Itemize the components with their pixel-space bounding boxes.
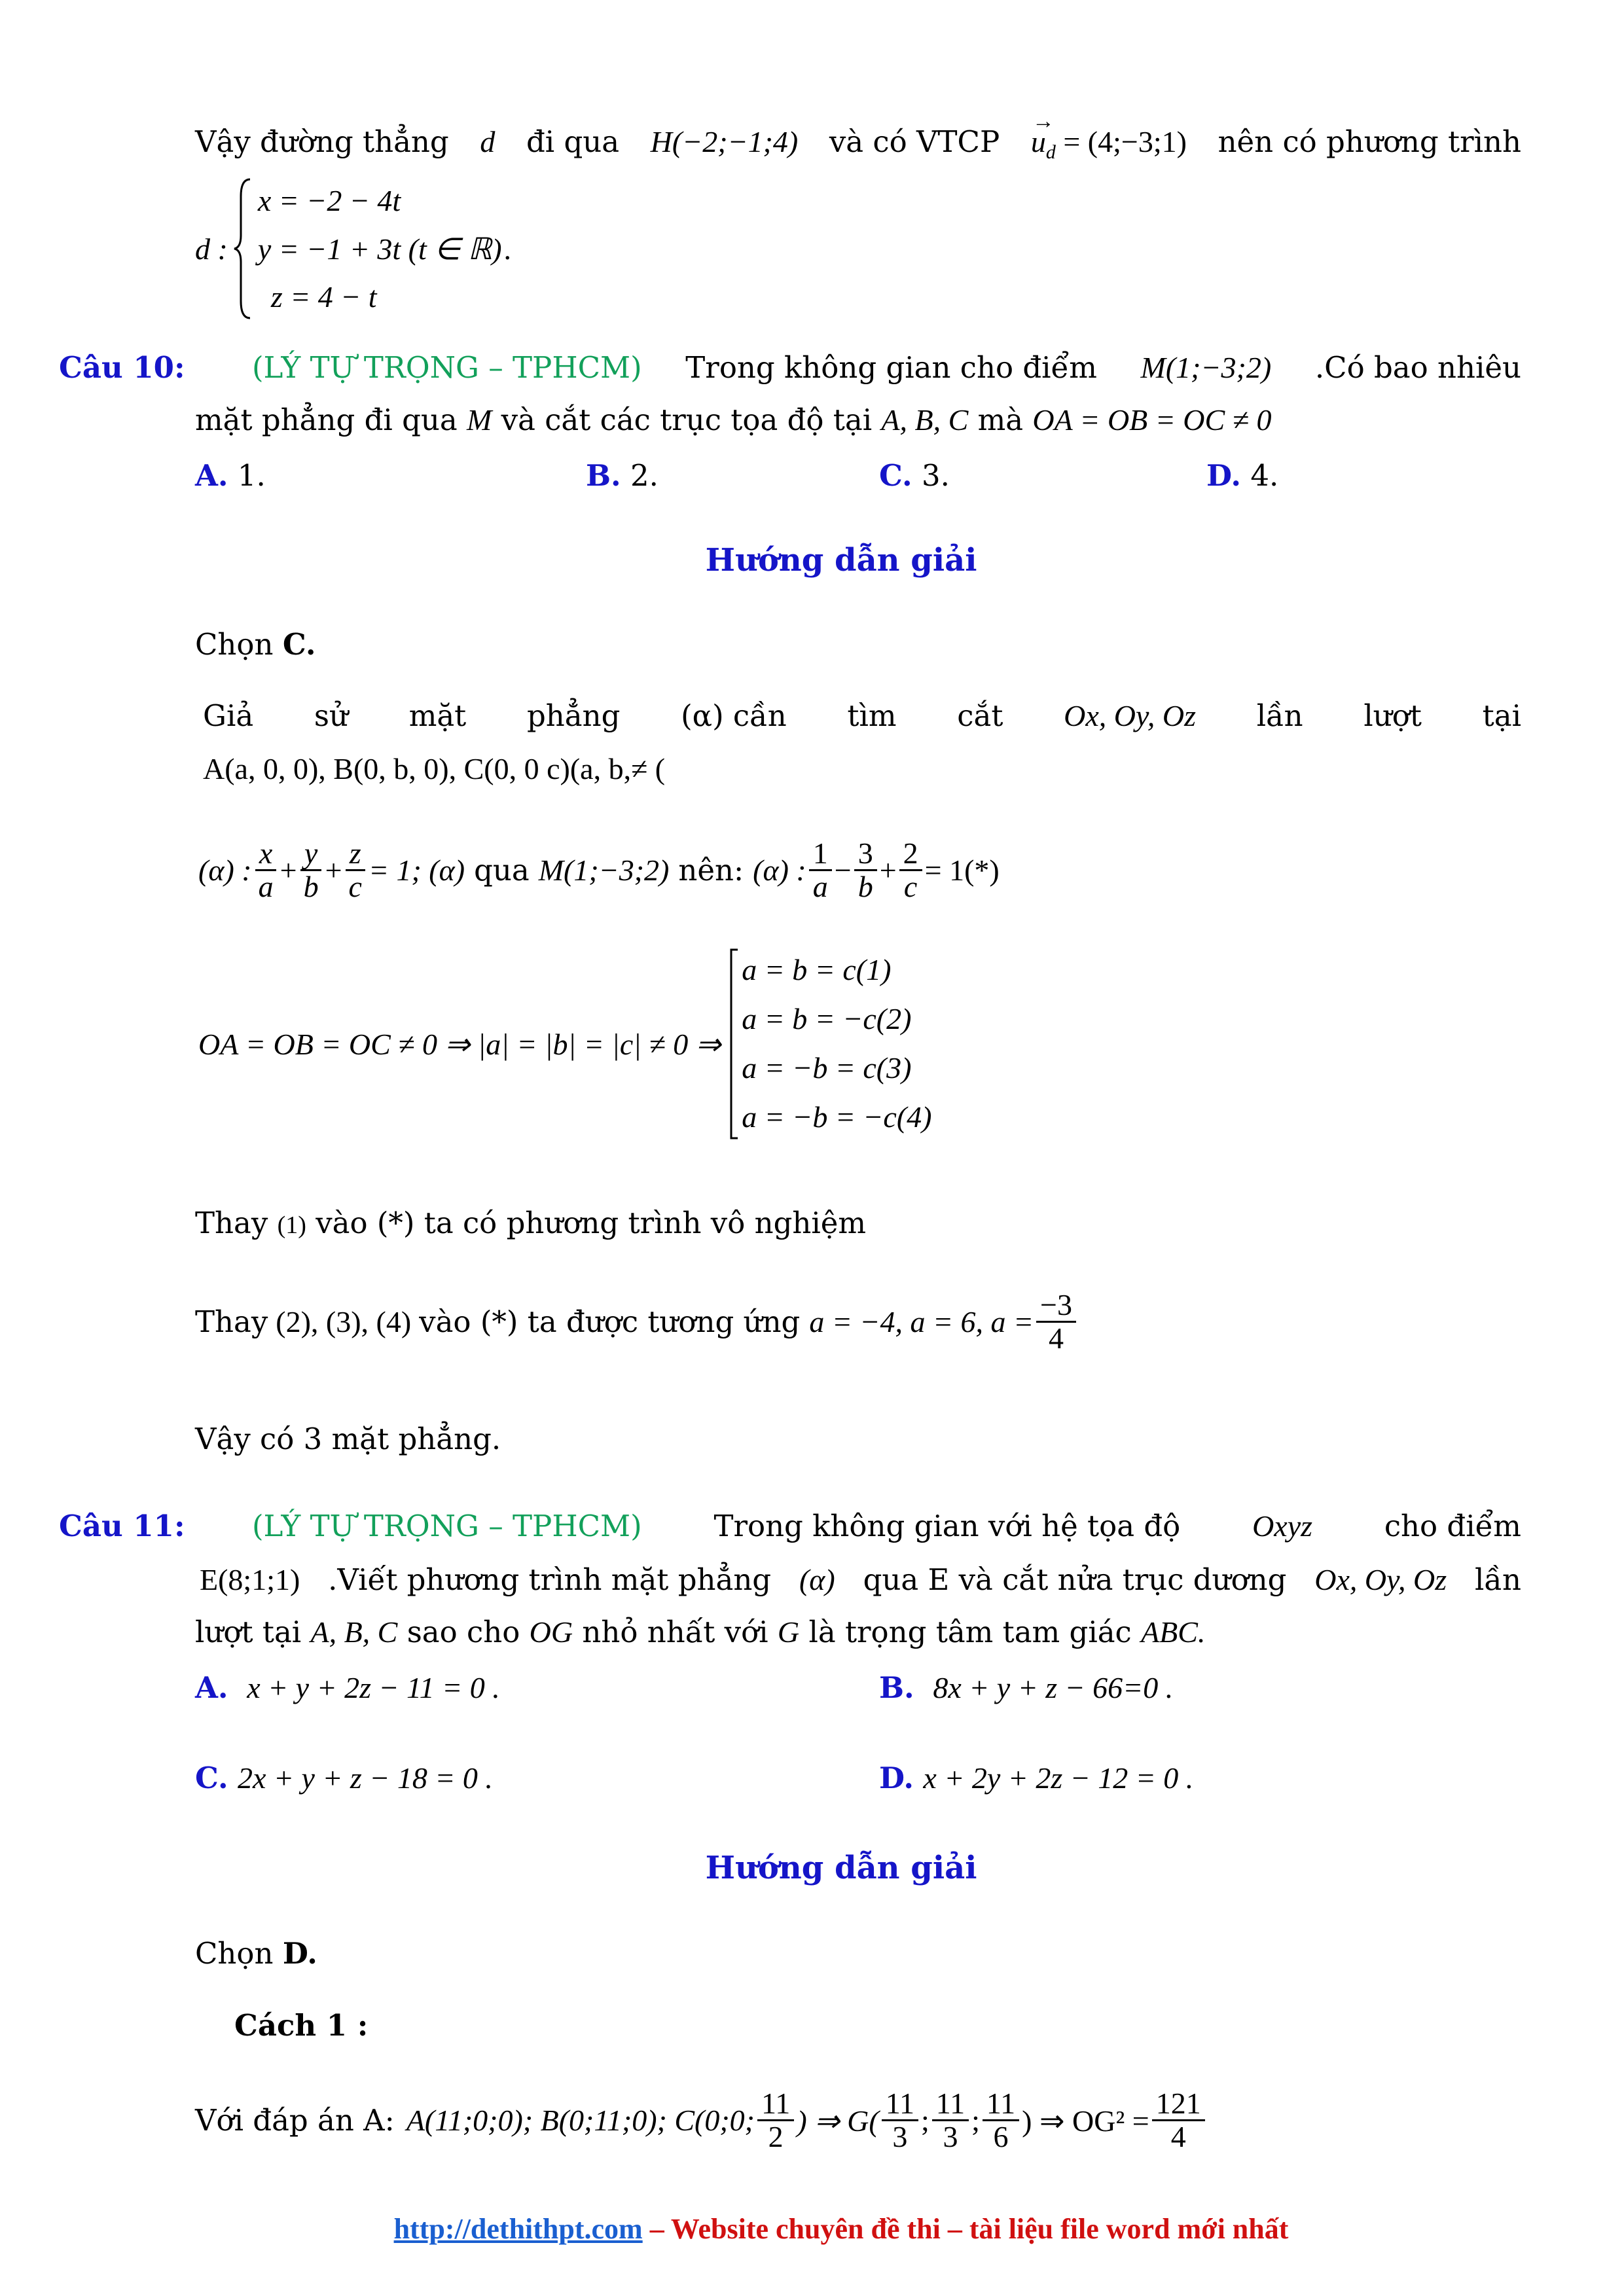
check-answer-a (195, 2088, 1208, 2153)
chosen-letter: D. (282, 1936, 317, 1971)
math-point-m: M(1;−3;2) (538, 853, 670, 888)
word: (α) cần (681, 698, 787, 733)
text: qua E và cắt nửa trục dương (863, 1562, 1287, 1597)
math: (2), (3), (4) (276, 1305, 412, 1339)
semicolon: ; (921, 2104, 929, 2138)
text: vào (*) ta được tương ứng (419, 1304, 801, 1340)
math-alpha: (α) (799, 1563, 835, 1596)
plane-equation: (α) : $\frac{x}{a}$ + $\frac{y}{b}$ + $\frac{z}{c}$ = 1; (α) qua M(1;−3;2) nên: (α) : $\frac{1}{a}$ − $\frac{3}{b}$ + $\frac{2}{c}$ = 1(*) (198, 836, 1000, 904)
sys-end: . (504, 232, 513, 266)
u-subscript: d (1045, 141, 1056, 164)
guide-heading: Hướng dẫn giải (705, 542, 977, 579)
text: Chọn (195, 627, 274, 662)
left-bracket-icon (726, 946, 742, 1142)
fraction (809, 838, 832, 903)
answer-text: 2x + y + z − 18 = 0 . (238, 1761, 493, 1795)
fraction (983, 2088, 1019, 2153)
math-og: OG (529, 1615, 573, 1649)
text: nhỏ nhất với (582, 1615, 768, 1649)
answer-letter: B. (879, 1670, 914, 1705)
denominator: 4 (1170, 2120, 1186, 2154)
text: đi qua (526, 124, 620, 159)
word: tại (1482, 698, 1521, 733)
fraction (854, 838, 877, 903)
denominator: b (857, 870, 873, 904)
denominator: 3 (943, 2120, 958, 2154)
text: sao cho (406, 1615, 520, 1649)
numerator: 11 (882, 2088, 918, 2121)
method-heading: Cách 1 : (234, 2008, 369, 2043)
case-line: a = −b = −c(4) (742, 1100, 932, 1134)
denominator: 2 (768, 2120, 784, 2154)
case-line: a = b = c(1) (742, 953, 892, 987)
answer-letter: D. (879, 1761, 914, 1795)
denominator: b (303, 870, 319, 904)
text: Chọn (195, 1936, 274, 1971)
text: qua (474, 853, 530, 888)
sys-line: y = −1 + 3t (t ∈ ℝ) (257, 232, 502, 266)
case-line: a = b = −c(2) (742, 1002, 912, 1036)
text: cho điểm (1384, 1509, 1521, 1543)
text: vào (*) ta có phương trình vô nghiệm (316, 1206, 867, 1240)
math-vector-u: → $u_d$ = (4;−3;1) (1030, 109, 1187, 164)
fraction (899, 838, 922, 903)
word: phẳng (527, 698, 621, 733)
substitute-line1 (195, 1206, 866, 1240)
numerator: 121 (1152, 2088, 1205, 2121)
numerator: y (300, 838, 321, 871)
math-g: G (777, 1615, 800, 1649)
denominator: c (348, 870, 362, 904)
question-11-line2 (200, 1562, 1521, 1597)
word: mặt (408, 698, 467, 733)
chosen-letter: C. (282, 627, 316, 662)
text: mặt phẳng đi qua (195, 403, 458, 437)
denominator: 4 (1049, 1321, 1064, 1355)
answer-letter: C. (195, 1761, 228, 1795)
numerator: z (346, 838, 365, 871)
math-axes: Ox, Oy, Oz (1064, 699, 1196, 732)
text: Vậy đường thẳng (195, 124, 449, 159)
answer-text: 2. (630, 458, 659, 493)
answer-text: x + 2y + 2z − 12 = 0 . (923, 1761, 1194, 1795)
choose-answer (195, 627, 316, 662)
system-d (195, 177, 512, 321)
math-abc: A, B, C (310, 1615, 398, 1649)
denominator: 6 (993, 2120, 1009, 2154)
substitute-line2 (195, 1289, 1079, 1355)
answer-letter: D. (1206, 458, 1242, 493)
answer-text: x + y + 2z − 11 = 0 . (247, 1671, 500, 1704)
question-11-source: (LÝ TỰ TRỌNG – TPHCM) (252, 1509, 642, 1543)
word: Giả (203, 698, 254, 733)
question-10-line2 (195, 403, 1271, 437)
conclusion: Vậy có 3 mặt phẳng. (195, 1422, 501, 1456)
answer-text: 1. (237, 458, 266, 493)
text: .Có bao nhiêu (1314, 350, 1521, 385)
text: .Viết phương trình mặt phẳng (328, 1562, 772, 1597)
choose-answer (195, 1936, 317, 1971)
sys-line: z = 4 − t (270, 280, 377, 314)
question-10-line1 (252, 350, 1521, 385)
left-brace-icon (232, 177, 254, 321)
footer-text: – Website chuyên đề thi – tài liệu file word mới nhất (642, 2213, 1289, 2245)
math-oxyz: Oxyz (1252, 1509, 1313, 1543)
period: . (1197, 1615, 1206, 1649)
question-11-label: Câu 11: (59, 1509, 185, 1543)
guide-heading: Hướng dẫn giải (705, 1850, 977, 1886)
math-d: d (480, 125, 496, 158)
fraction (300, 838, 323, 903)
math-point-e: E(8;1;1) (200, 1563, 300, 1596)
case-line: a = −b = c(3) (742, 1051, 912, 1085)
word: cắt (957, 698, 1003, 733)
fraction (1036, 1289, 1076, 1355)
fraction (882, 2088, 918, 2153)
answer-letter: B. (586, 458, 621, 493)
numerator: −3 (1036, 1289, 1076, 1323)
u-value: = (4;−3;1) (1063, 125, 1187, 158)
denominator: a (258, 870, 274, 904)
answer-option-d (879, 1761, 1193, 1795)
math-condition: OA = OB = OC ≠ 0 (1032, 403, 1272, 437)
fraction (255, 838, 278, 903)
denominator: a (812, 870, 828, 904)
math: = 1; (α) (368, 853, 465, 888)
word: tìm (847, 698, 897, 733)
page-footer (0, 2212, 1624, 2246)
numerator: 11 (983, 2088, 1019, 2121)
math-axes: Ox, Oy, Oz (1314, 1563, 1447, 1596)
text: lần (1474, 1562, 1521, 1597)
assume-line2: A(a, 0, 0), B(0, b, 0), C(0, 0 c)(a, b,≠ ( (203, 752, 666, 785)
text: và cắt các trục tọa độ tại (501, 403, 873, 437)
line-d-intro (195, 109, 1521, 164)
math: ) ⇒ G( (797, 2104, 879, 2138)
fraction (1152, 2088, 1205, 2153)
text: nên: (678, 853, 744, 888)
answer-letter: A. (195, 1670, 228, 1705)
word: lượt (1363, 698, 1422, 733)
answer-option-c (879, 458, 950, 493)
math-abc-triangle: ABC (1141, 1615, 1198, 1649)
numerator: 1 (809, 838, 832, 871)
question-11-line3 (195, 1615, 1205, 1649)
footer-link[interactable]: http://dethithpt.com (393, 2213, 643, 2245)
math: A(11;0;0); B(0;11;0); C(0;0; (406, 2104, 755, 2138)
question-10-label: Câu 10: (59, 350, 185, 385)
answer-letter: A. (195, 458, 228, 493)
numerator: 3 (854, 838, 877, 871)
text: nên có phương trình (1218, 124, 1521, 159)
math: (α) : (198, 853, 252, 888)
fraction (757, 2088, 794, 2153)
word: lần (1256, 698, 1303, 733)
answer-option-a (195, 458, 266, 493)
math: = 1(*) (924, 853, 1000, 888)
text: lượt tại (195, 1615, 302, 1649)
math-point-m: M(1;−3;2) (1140, 351, 1272, 384)
math: OA = OB = OC ≠ 0 ⇒ |a| = |b| = |c| ≠ 0 ⇒ (198, 1028, 721, 1061)
denominator: 3 (892, 2120, 908, 2154)
numerator: 2 (899, 838, 922, 871)
answer-text: 8x + y + z − 66=0 . (933, 1671, 1174, 1704)
fraction (932, 2088, 969, 2153)
abs-value-cases (198, 946, 931, 1142)
answer-option-b (586, 458, 659, 493)
question-10-source: (LÝ TỰ TRỌNG – TPHCM) (252, 350, 642, 385)
math: (1) (277, 1211, 306, 1239)
text: và có VTCP (829, 124, 1000, 159)
u-letter: u (1030, 125, 1046, 158)
math-abc: A, B, C (881, 403, 969, 437)
answer-option-c (195, 1761, 493, 1795)
text: là trọng tâm tam giác (808, 1615, 1132, 1649)
semicolon: ; (971, 2104, 980, 2138)
answer-text: 3. (922, 458, 950, 493)
answer-text: 4. (1250, 458, 1279, 493)
assume-line1 (203, 698, 1521, 733)
word: sử (314, 698, 348, 733)
answer-option-a (195, 1670, 500, 1705)
math: ) ⇒ OG² = (1022, 2104, 1149, 2138)
question-11-line1 (252, 1509, 1521, 1543)
fraction (345, 838, 366, 903)
text: Trong không gian với hệ tọa độ (713, 1509, 1181, 1543)
numerator: x (255, 838, 276, 871)
math: a = −4, a = 6, a = (809, 1305, 1034, 1339)
answer-option-b (879, 1670, 1173, 1705)
numerator: 11 (757, 2088, 794, 2121)
text: Trong không gian cho điểm (685, 350, 1097, 385)
math: (α) : (753, 853, 806, 888)
text: mà (977, 403, 1024, 437)
numerator: 11 (932, 2088, 969, 2121)
text: Thay (195, 1206, 268, 1240)
math-m: M (467, 403, 492, 437)
denominator: c (903, 870, 918, 904)
text: Thay (195, 1304, 268, 1340)
answer-option-d (1206, 458, 1278, 493)
sys-line: x = −2 − 4t (257, 184, 401, 217)
math-point-h: H(−2;−1;4) (650, 125, 799, 158)
sys-label: d : (195, 232, 228, 266)
answer-letter: C. (879, 458, 912, 493)
text: Với đáp án A: (195, 2103, 395, 2138)
